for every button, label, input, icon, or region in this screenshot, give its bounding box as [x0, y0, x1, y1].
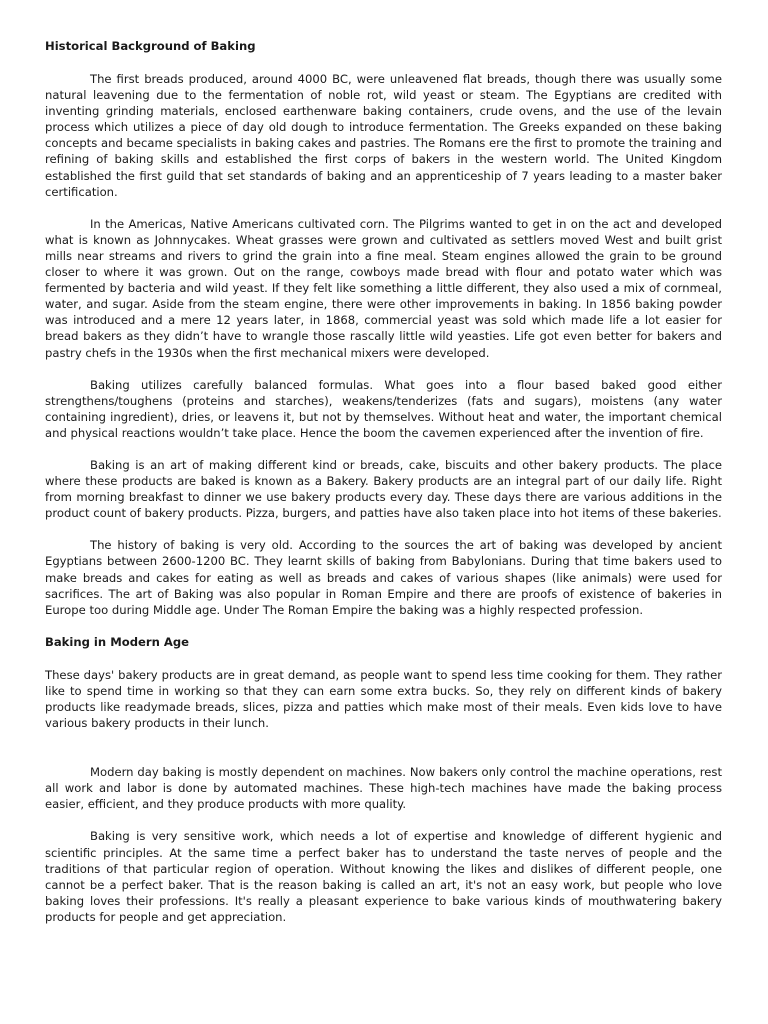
paragraph-sensitive-work: Baking is very sensitive work, which needs a lot of expertise and knowledge of different hygienic and scientific principles. At the same time a perfect baker has to understand the taste nerves of people and the traditions of that particular region of operation. Without knowing the likes and dislikes of different people, one cannot be a perfect baker. That is the reason baking is called an art, it's not an easy work, but people who love baking loves their professions. It's really a pleasant experience to bake various kinds of mouthwatering bakery products for people and get appreciation. [45, 829, 722, 924]
paragraph-machines: Modern day baking is mostly dependent on machines. Now bakers only control the machine operations, rest all work and labor is done by automated machines. These high-tech machines have made the baking process easier, efficient, and they produce products with more quality. [45, 765, 722, 812]
paragraph-first-breads: The first breads produced, around 4000 BC, were unleavened flat breads, though there was usually some natural leavening due to the fermentation of noble rot, wild yeast or steam. The Egyptians are credited with inventing grinding materials, enclosed earthenware baking containers, crude ovens, and the use of the levain process which utilizes a piece of day old dough to introduce fermentation. The Greeks expanded on these baking concepts and became specialists in baking cakes and pastries. The Romans ere the first to promote the training and refining of baking skills and established the first corps of bakers in the western world. The United Kingdom established the first guild that set standards of baking and an apprenticeship of 7 years leading to a master baker certification. [45, 72, 722, 199]
section-heading-history: Historical Background of Baking [45, 39, 256, 53]
paragraph-americas: In the Americas, Native Americans cultivated corn. The Pilgrims wanted to get in on the act and developed what is known as Johnnycakes. Wheat grasses were grown and cultivated as settlers moved West and built grist mills near streams and rivers to grind the grain into a fine meal. Steam engines allowed the grain to be ground closer to where it was grown. Out on the range, cowboys made bread with flour and potato water which was fermented by bacteria and wild yeast. If they felt like something a little different, they also used a mix of cornmeal, water, and sugar. Aside from the steam engine, there were other improvements in baking. In 1856 baking powder was introduced and a mere 12 years later, in 1868, commercial yeast was sold which made life a lot easier for bread bakers as they didn’t have to wrangle those rascally little wild yeasties. Life got even better for bakers and pastry chefs in the 1930s when the first mechanical mixers were developed. [45, 216, 722, 360]
paragraph-history-old: The history of baking is very old. According to the sources the art of baking was developed by ancient Egyptians between 2600-1200 BC. They learnt skills of baking from Babylonians. During that time bakers used to make breads and cakes for eating as well as breads and cakes of various shapes (like animals) were used for sacrifices. The art of Baking was also popular in Roman Empire and there are proofs of existence of bakeries in Europe too during Middle age. Under The Roman Empire the baking was a highly respected profession. [45, 538, 722, 617]
paragraph-formulas: Baking utilizes carefully balanced formulas. What goes into a flour based baked good either strengthens/toughens (proteins and starches), weakens/tenderizes (fats and sugars), moistens (any water containing ingredient), dries, or leavens it, but not by themselves. Without heat and water, the important chemical and physical reactions wouldn’t take place. Hence the boom the cavemen experienced after the invention of fire. [45, 377, 722, 440]
section-heading-modern: Baking in Modern Age [45, 634, 190, 649]
document-page [45, 38, 722, 941]
paragraph-art-of-baking: Baking is an art of making different kind or breads, cake, biscuits and other bakery products. The place where these products are baked is known as a Bakery. Bakery products are an integral part of our daily life. Right from morning breakfast to dinner we use bakery products every day. These days there are various additions in the product count of bakery products. Pizza, burgers, and patties have also taken place into hot items of these bakeries. [45, 457, 722, 521]
paragraph-modern-intro: These days' bakery products are in great demand, as people want to spend less time cooking for them. They rather like to spend time in working so that they can earn some extra bucks. So, they rely on different kinds of bakery products like readymade breads, slices, pizza and patties which make most of their meals. Even kids love to have various bakery products in their lunch. [45, 667, 722, 731]
